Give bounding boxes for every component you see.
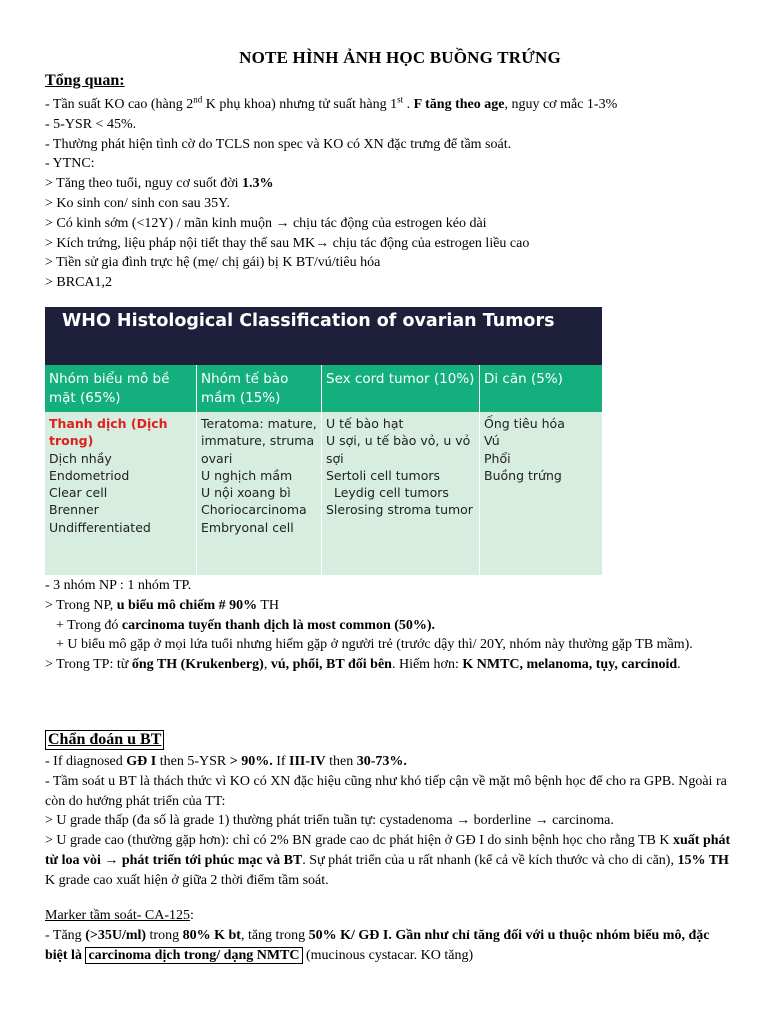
who-table-title: WHO Histological Classification of ovarian Tumors [45, 307, 602, 365]
overview-line: > BRCA1,2 [45, 275, 113, 291]
highlighted-term: carcinoma dịch trong/ dạng NMTC [85, 947, 302, 964]
diagnosis-line: - If diagnosed GĐ I then 5-YSR > 90%. If III-IV then 30-73%. [45, 754, 407, 769]
diagnosis-line: - Tầm soát u BT là thách thức vì KO có XN đặc hiệu cũng như khó tiếp cận về mặt mô bệnh học để cho ra GPB. Ngoài ra còn do hướng phát triển của TT: [45, 773, 727, 809]
who-cell: Dịch nhầy [49, 450, 112, 466]
who-cell: Ống tiêu hóa [484, 416, 565, 431]
groups-line: + Trong đó carcinoma tuyến thanh dịch là most common (50%). [56, 617, 436, 633]
overview-line: > Tăng theo tuổi, nguy cơ suốt đời 1.3% [45, 176, 274, 192]
who-column-metastatic [480, 412, 602, 575]
who-table-header: Di căn (5%) [484, 371, 563, 387]
marker-heading: Marker tầm soát- CA-125: [45, 908, 194, 923]
who-cell: Phổi [484, 450, 511, 466]
who-cell: Buồng trứng [484, 467, 562, 483]
groups-line: > Trong NP, u biểu mô chiếm # 90% TH [45, 597, 280, 613]
who-cell-highlight: Thanh dịch (Dịch trong) [49, 416, 168, 449]
groups-section [45, 576, 735, 675]
overview-line: > Có kinh sớm (<12Y) / mãn kinh muộn → chịu tác động của estrogen kéo dài [45, 215, 487, 231]
overview-line: - Thường phát hiện tình cờ do TCLS non spec và KO có XN đặc trưng để tầm soát. [45, 136, 512, 152]
who-cell: Slerosing stroma tumor [326, 502, 473, 518]
who-cell: U nghịch mầm [201, 467, 293, 483]
who-cell: Leydig cell tumors [326, 485, 449, 501]
overview-line: - YTNC: [45, 156, 95, 172]
who-cell: Sertoli cell tumors [326, 467, 441, 483]
groups-line: + U biểu mô gặp ở mọi lứa tuổi nhưng hiếm gặp ở người trẻ (trước dậy thì/ 20Y, nhóm này thường gặp TB mầm). [56, 637, 693, 653]
overview-line: > Tiền sử gia đình trực hệ (mẹ/ chị gái) bị K BT/vú/tiêu hóa [45, 255, 381, 271]
groups-line: > Trong TP: từ ống TH (Krukenberg), vú, phổi, BT đối bên. Hiếm hơn: K NMTC, melanoma, tụy, carcinoid. [45, 657, 681, 673]
overview-line: - Tần suất KO cao (hàng 2nd K phụ khoa) nhưng tử suất hàng 1st . F tăng theo age, nguy cơ mắc 1-3% [45, 94, 618, 112]
overview-section [45, 95, 735, 293]
marker-line: - Tăng (>35U/ml) trong 80% K bt, tăng trong 50% K/ GĐ I. Gần như chỉ tăng đối với u thuộc nhóm biểu mô, đặc biệt là carcinoma dịch trong/ dạng NMTC (mucinous cystacar. KO tăng) [45, 927, 710, 963]
who-table-header: Nhóm biểu mô bề mặt (65%) [45, 365, 197, 412]
page-title: NOTE HÌNH ẢNH HỌC BUỒNG TRỨNG [239, 48, 561, 67]
who-cell: Clear cell [49, 485, 108, 501]
who-column-sex-cord [322, 412, 480, 575]
marker-section [45, 906, 735, 965]
who-table-header: Nhóm tế bào mầm (15%) [197, 365, 322, 412]
diagnosis-line: > U grade thấp (đa số là grade 1) thường phát triển tuần tự: cystadenoma → borderline → carcinoma. [45, 813, 614, 829]
who-cell: Endometriod [49, 467, 130, 483]
who-cell: Brenner [49, 502, 99, 518]
overview-heading: Tổng quan: [45, 72, 125, 89]
overview-line: - 5-YSR < 45%. [45, 116, 137, 132]
who-cell: Embryonal cell [201, 519, 294, 535]
who-classification-table [45, 307, 602, 575]
diagnosis-section [45, 752, 735, 891]
overview-line: > Ko sinh con/ sinh con sau 35Y. [45, 195, 230, 211]
diagnosis-line: > U grade cao (thường gặp hơn): chỉ có 2% BN grade cao dc phát hiện ở GĐ I do sinh bệnh học cho rằng TB K xuất phát từ loa vòi → phát triển tới phúc mạc và BT. Sự phát triển của u rất nhanh (kể cả về kích thước và cho di căn), 15% TH K grade cao xuất hiện ở giữa 2 thời điểm tầm soát. [45, 833, 731, 888]
who-column-epithelial [45, 412, 197, 575]
who-cell: U tế bào hạt [326, 416, 404, 431]
who-table-header: Sex cord tumor (10%) [322, 365, 480, 412]
diagnosis-heading: Chẩn đoán u BT [45, 730, 164, 750]
who-table-body [45, 412, 602, 575]
who-table-header-row [45, 365, 602, 412]
who-cell: U sợi, u tế bào vỏ, u vỏ sợi [326, 433, 471, 466]
who-cell: U nội xoang bì [201, 485, 291, 501]
groups-line: - 3 nhóm NP : 1 nhóm TP. [45, 578, 192, 593]
who-column-germ-cell [197, 412, 322, 575]
who-cell: Teratoma: mature, immature, struma ovari [201, 416, 317, 466]
who-cell: Choriocarcinoma [201, 502, 307, 518]
who-cell: Vú [484, 433, 500, 449]
who-cell: Undifferentiated [49, 519, 151, 535]
overview-line: > Kích trứng, liệu pháp nội tiết thay thế sau MK→ chịu tác động của estrogen liều cao [45, 235, 530, 251]
